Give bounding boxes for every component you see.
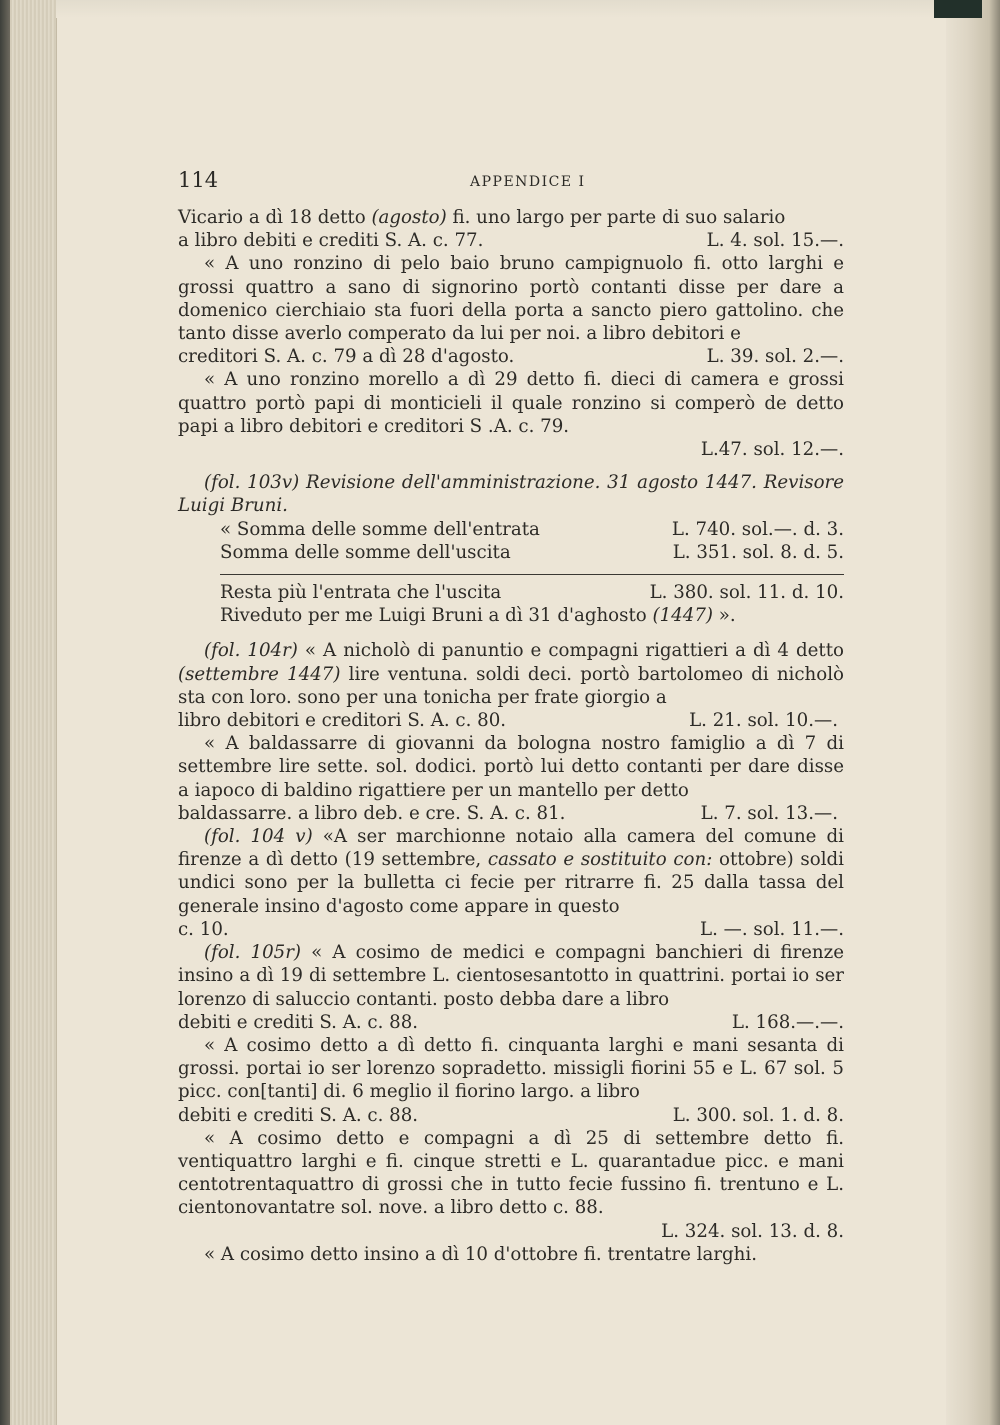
running-head: APPENDICE I bbox=[470, 174, 586, 190]
page-edges bbox=[10, 0, 57, 1425]
binding-corner bbox=[934, 0, 982, 18]
entry-cosimo-ventiquattro: « A cosimo detto e compagni a dì 25 di settembre detto fi. ventiquattro larghi e fi. cinque stretti e L. quarantadue picc. e mani centotrentaquattro di grossi che in tutto fecie fussino fi. trentuno e L. cientonovantatre sol. nove. a libro detto c. 88. bbox=[178, 1127, 844, 1219]
riveduto-row: Riveduto per me Luigi Bruni a dì 31 d'aghosto (1447) ». bbox=[220, 605, 736, 627]
entry-vicario-amount-line: a libro debiti e crediti S. A. c. 77. L. 4. sol. 15.—. bbox=[178, 230, 844, 252]
entry-cosimo-medici-amount-line: debiti e crediti S. A. c. 88. L. 168.—.—. bbox=[178, 1011, 844, 1033]
entry-vicario: Vicario a dì 18 detto (agosto) fi. uno largo per parte di suo salario bbox=[178, 207, 786, 228]
sum-divider bbox=[220, 574, 844, 575]
entry-ronzino-baio-amount-line: creditori S. A. c. 79 a dì 28 d'agosto. L. 39. sol. 2.—. bbox=[178, 346, 844, 368]
top-edge-shadow bbox=[56, 0, 946, 18]
entry-cosimo-cinquanta: « A cosimo detto a dì detto fi. cinquanta larghi e mani sesanta di grossi. portai io ser lorenzo sopradetto. missigli fiorini 55 e L. 67 sol. 5 picc. con[tanti] di. 6 meglio il fiorino largo. a libro bbox=[178, 1034, 844, 1103]
entry-ronzino-morello: « A uno ronzino morello a dì 29 detto fi. dieci di camera e grossi quattro portò papi di monticieli il quale ronzino si comperò de detto papi a libro debitori e creditori S .A. c. 79. bbox=[178, 369, 844, 437]
entry-baldassarre: « A baldassarre di giovanni da bologna nostro famiglio a dì 7 di settembre lire sette. sol. dodici. portò lui detto contanti per dare disse a iapoco di baldino rigattiere per un mantello per detto bbox=[178, 733, 844, 801]
spacer bbox=[178, 461, 844, 471]
resta-row: Resta più l'entrata che l'uscita L. 380. sol. 11. d. 10. bbox=[220, 582, 844, 604]
entry-ronzino-baio: « A uno ronzino di pelo baio bruno campignuolo fi. otto larghi e grossi quattro a sano di signorino portò contanti disse per dare a domenico cierchiaio sta fuori della porta a sancto piero gattolino. che tanto disse averlo comperato da lui per noi. a libro debitori e bbox=[178, 253, 844, 345]
page-text bbox=[178, 206, 844, 1266]
entry-baldassarre-amount-line: baldassarre. a libro deb. e cre. S. A. c. 81. L. 7. sol. 13.—. bbox=[178, 802, 838, 824]
entry-marchionne: (fol. 104 v) «A ser marchionne notaio alla camera del comune di firenze a dì detto (19 settembre, cassato e sostituito con: ottobre) soldi undici sono per la bulletta ci fecie per ritrarre fi. 25 dalla tassa del generale insino d'agosto come appare in questo bbox=[178, 826, 844, 917]
spacer bbox=[178, 627, 844, 639]
entry-cosimo-medici: (fol. 105r) « A cosimo de medici e compagni banchieri di firenze insino a dì 19 di settembre L. cientosesantotto in quattrini. portai io ser lorenzo di saluccio contanti. posto debba dare a libro bbox=[178, 942, 844, 1010]
revision-heading: (fol. 103v) Revisione dell'amministrazione. 31 agosto 1447. Revisore Luigi Bruni. bbox=[178, 472, 844, 517]
entry-cosimo-trentatre: « A cosimo detto insino a dì 10 d'ottobre fi. trentatre larghi. bbox=[204, 1243, 757, 1265]
sum-uscita-row: Somma delle somme dell'uscita L. 351. sol. 8. d. 5. bbox=[220, 541, 844, 563]
entry-cosimo-ventiquattro-amount: L. 324. sol. 13. d. 8. bbox=[661, 1220, 844, 1242]
book-spine bbox=[0, 0, 10, 1425]
page-number: 114 bbox=[178, 168, 219, 192]
entry-nicholo: (fol. 104r) « A nicholò di panuntio e compagni rigattieri a dì 4 detto (settembre 1447) lire ventuna. soldi deci. portò bartolomeo di nicholò sta con loro. sono per una tonicha per frate giorgio a bbox=[178, 640, 844, 708]
entry-marchionne-amount-line: c. 10. L. —. sol. 11.—. bbox=[178, 918, 844, 940]
right-page-edge bbox=[946, 0, 1000, 1425]
entry-nicholo-amount-line: libro debitori e creditori S. A. c. 80. L. 21. sol. 10.—. bbox=[178, 710, 838, 732]
entry-cosimo-cinquanta-amount-line: debiti e crediti S. A. c. 88. L. 300. sol. 1. d. 8. bbox=[178, 1104, 844, 1126]
entry-ronzino-morello-amount: L.47. sol. 12.—. bbox=[700, 439, 844, 461]
sum-entrata-row: « Somma delle somme dell'entrata L. 740. sol.—. d. 3. bbox=[220, 518, 844, 540]
